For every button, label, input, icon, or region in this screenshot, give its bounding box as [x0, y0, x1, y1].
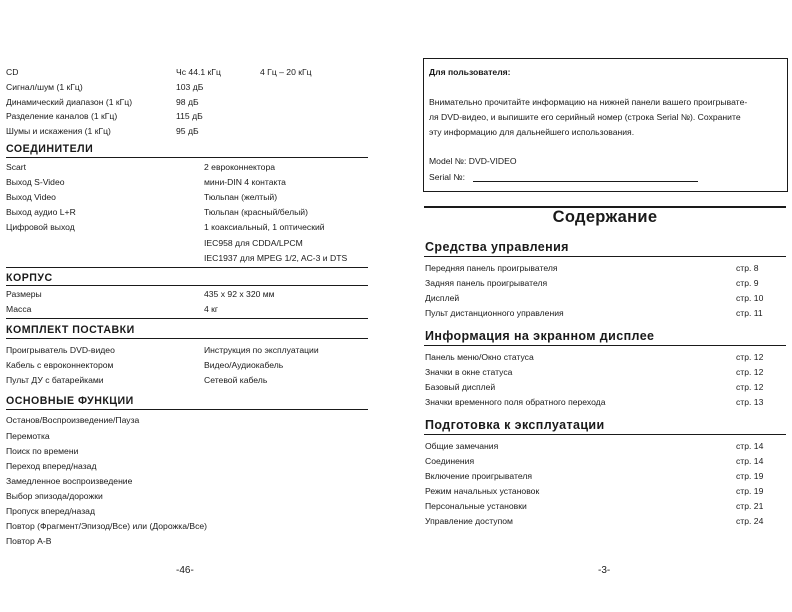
section-rule [424, 256, 786, 257]
function-item: Переход вперед/назад [6, 461, 97, 471]
toc-entry[interactable]: Задняя панель проигрывателя [425, 278, 548, 288]
toc-entry[interactable]: Базовый дисплей [425, 382, 496, 392]
toc-page-ref[interactable]: стр. 21 [736, 501, 764, 511]
spec-value: Чс 44.1 кГц [176, 67, 221, 77]
connector-value: мини-DIN 4 контакта [204, 177, 286, 187]
spec-label: Разделение каналов (1 кГц) [6, 111, 118, 121]
toc-page-ref[interactable]: стр. 12 [736, 352, 764, 362]
body-value: 4 кг [204, 304, 219, 314]
connector-label: Выход S-Video [6, 177, 65, 187]
section-rule [6, 157, 368, 158]
function-item: Замедленное воспроизведение [6, 476, 133, 486]
toc-entry[interactable]: Значки временного поля обратного перехода [425, 397, 606, 407]
user-box-text-line: эту информацию для дальнейшего использования. [429, 127, 635, 137]
package-item: Инструкция по эксплуатации [204, 345, 319, 355]
connector-label: Scart [6, 162, 27, 172]
section-rule [6, 318, 368, 319]
function-item: Выбор эпизода/дорожки [6, 491, 103, 501]
toc-entry[interactable]: Пульт дистанционного управления [425, 308, 564, 318]
toc-entry[interactable]: Соединения [425, 456, 475, 466]
toc-entry[interactable]: Значки в окне статуса [425, 367, 513, 377]
toc-entry[interactable]: Панель меню/Окно статуса [425, 352, 534, 362]
toc-entry[interactable]: Режим начальных установок [425, 486, 540, 496]
package-item: Проигрыватель DVD-видео [6, 345, 115, 355]
connector-value: 1 коаксиальный, 1 оптический [204, 222, 325, 232]
toc-section-heading: Средства управления [425, 240, 569, 254]
toc-entry[interactable]: Включение проигрывателя [425, 471, 532, 481]
toc-entry[interactable]: Общие замечания [425, 441, 499, 451]
toc-page-ref[interactable]: стр. 11 [736, 308, 763, 318]
section-rule [6, 267, 368, 268]
toc-entry[interactable]: Управление доступом [425, 516, 513, 526]
user-box-title: Для пользователя: [429, 67, 511, 77]
toc-entry[interactable]: Дисплей [425, 293, 460, 303]
spec-label: CD [6, 67, 19, 77]
toc-section-heading: Информация на экранном дисплее [425, 329, 655, 343]
connector-label: Выход Video [6, 192, 56, 202]
section-rule [6, 409, 368, 410]
section-heading-functions: ОСНОВНЫЕ ФУНКЦИИ [6, 395, 134, 407]
connector-label: Выход аудио L+R [6, 207, 76, 217]
connector-value: IEC1937 для MPEG 1/2, AC-3 и DTS [204, 253, 348, 263]
toc-page-ref[interactable]: стр. 14 [736, 456, 764, 466]
toc-entry[interactable]: Персональные установки [425, 501, 527, 511]
spec-value-2: 4 Гц – 20 кГц [260, 67, 312, 77]
spec-value: 98 дБ [176, 97, 199, 107]
section-rule [6, 285, 368, 286]
toc-page-ref[interactable]: стр. 19 [736, 486, 764, 496]
user-box-text-line: Внимательно прочитайте информацию на нижней панели вашего проигрыватe- [429, 97, 748, 107]
section-rule [424, 345, 786, 346]
section-rule [6, 338, 368, 339]
connector-value: 2 евроконнектора [204, 162, 276, 172]
toc-page-ref[interactable]: стр. 12 [736, 367, 764, 377]
toc-page-ref[interactable]: стр. 14 [736, 441, 764, 451]
package-item: Сетевой кабель [204, 375, 268, 385]
connector-value: Тюльпан (красный/белый) [204, 207, 308, 217]
toc-entry[interactable]: Передняя панель проигрывателя [425, 263, 558, 273]
function-item: Останов/Воспроизведение/Пауза [6, 415, 140, 425]
function-item: Пропуск вперед/назад [6, 506, 95, 516]
right-page [396, 0, 792, 612]
package-item: Кабель с евроконнектором [6, 360, 114, 370]
function-item: Поиск по времени [6, 446, 79, 456]
function-item: Повтор (Фрагмент/Эпизод/Все) или (Дорожка/Все) [6, 521, 208, 531]
toc-page-ref[interactable]: стр. 8 [736, 263, 759, 273]
spec-label: Шумы и искажения (1 кГц) [6, 126, 111, 136]
spec-label: Сигнал/шум (1 кГц) [6, 82, 83, 92]
serial-input-line [473, 181, 698, 182]
user-info-box [423, 58, 788, 192]
contents-title: Содержание [552, 208, 658, 226]
toc-page-ref[interactable]: стр. 9 [736, 278, 759, 288]
page-number: -46- [176, 565, 194, 576]
section-heading-package: КОМПЛЕКТ ПОСТАВКИ [6, 324, 135, 336]
body-label: Размеры [6, 289, 42, 299]
spec-value: 95 дБ [176, 126, 199, 136]
package-item: Видео/Аудиокабель [204, 360, 284, 370]
function-item: Повтор А-В [6, 536, 52, 546]
spec-value: 103 дБ [176, 82, 204, 92]
serial-label: Serial №: [429, 172, 465, 182]
function-item: Перемотка [6, 431, 50, 441]
section-heading-connectors: СОЕДИНИТЕЛИ [6, 143, 94, 155]
spec-value: 115 дБ [176, 111, 203, 121]
connector-value: Тюльпан (желтый) [204, 192, 278, 202]
model-number: Model №: DVD-VIDEO [429, 156, 517, 166]
toc-section-heading: Подготовка к эксплуатации [425, 418, 605, 432]
toc-page-ref[interactable]: стр. 12 [736, 382, 764, 392]
toc-page-ref[interactable]: стр. 19 [736, 471, 764, 481]
body-value: 435 х 92 х 320 мм [204, 289, 275, 299]
body-label: Масса [6, 304, 32, 314]
page-number: -3- [598, 565, 611, 576]
toc-page-ref[interactable]: стр. 24 [736, 516, 764, 526]
package-item: Пульт ДУ с батарейками [6, 375, 104, 385]
connector-label: Цифровой выход [6, 222, 75, 232]
spec-label: Динамический диапазон (1 кГц) [6, 97, 133, 107]
connector-value: IEC958 для CDDA/LPCM [204, 238, 303, 248]
user-box-text-line: ля DVD-видео, и выпишите его серийный номер (строка Serial №). Сохраните [429, 112, 741, 122]
toc-page-ref[interactable]: стр. 10 [736, 293, 764, 303]
section-rule [424, 434, 786, 435]
toc-page-ref[interactable]: стр. 13 [736, 397, 764, 407]
section-heading-body: КОРПУС [6, 272, 53, 284]
